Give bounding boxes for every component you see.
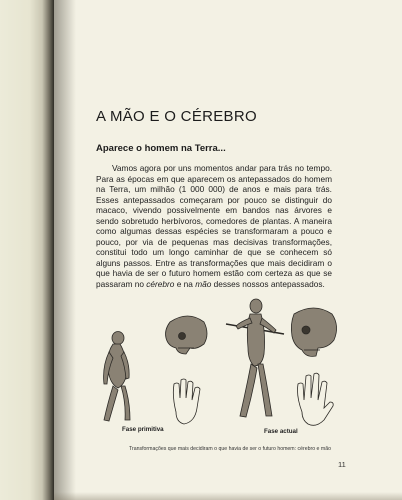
gutter-shadow [54,0,76,500]
figure-caption: Transformações que mais decidiram o que havia de ser o futuro homem: cérebro e mão [129,446,331,452]
label-current-phase: Fase actual [264,428,298,435]
primitive-hand [173,379,200,424]
evolution-illustration [96,292,346,442]
page-bottom-edge [54,492,402,500]
left-page-edge [0,0,54,500]
modern-skull [291,308,336,356]
primitive-hominid-figure [104,332,130,422]
label-primitive-phase: Fase primitiva [122,426,164,433]
body-emphasis-brain: cérebro [146,278,175,289]
body-paragraph [96,163,332,289]
section-title: Aparece o homem na Terra... [96,143,226,154]
primitive-skull [166,316,208,354]
evolution-drawing [96,292,346,442]
chapter-title: A MÃO E O CÉREBRO [96,108,257,125]
body-emphasis-hand: mão [195,278,212,289]
page-number: 11 [338,460,346,469]
body-text-end: desses nossos antepassados. [211,278,325,289]
modern-human-figure [226,299,284,417]
body-text-middle: e na [174,278,196,289]
body-text-start: Vamos agora por uns momentos andar para trás no tempo. Para as épocas em que aparecem os antepassados do homem na Terra, um milhão (1 000 000) de anos e mais para trás. Esses antepassados começaram por pouco se distinguir do macaco, vivendo possivelmente em bandos nas árvores e sendo sobretudo herbívoros, comedores de plantas. A maneira como algumas dessas espécies se transformaram a pouco e pouco, por via de pequenas mas decisivas transformações, constitui todo um longo caminhar de que se conhecem só alguns passos. Entre as transformações que mais decidiram o que havia de ser o futuro homem estão com certeza as que se passaram no [96,163,332,289]
modern-hand [298,373,334,425]
